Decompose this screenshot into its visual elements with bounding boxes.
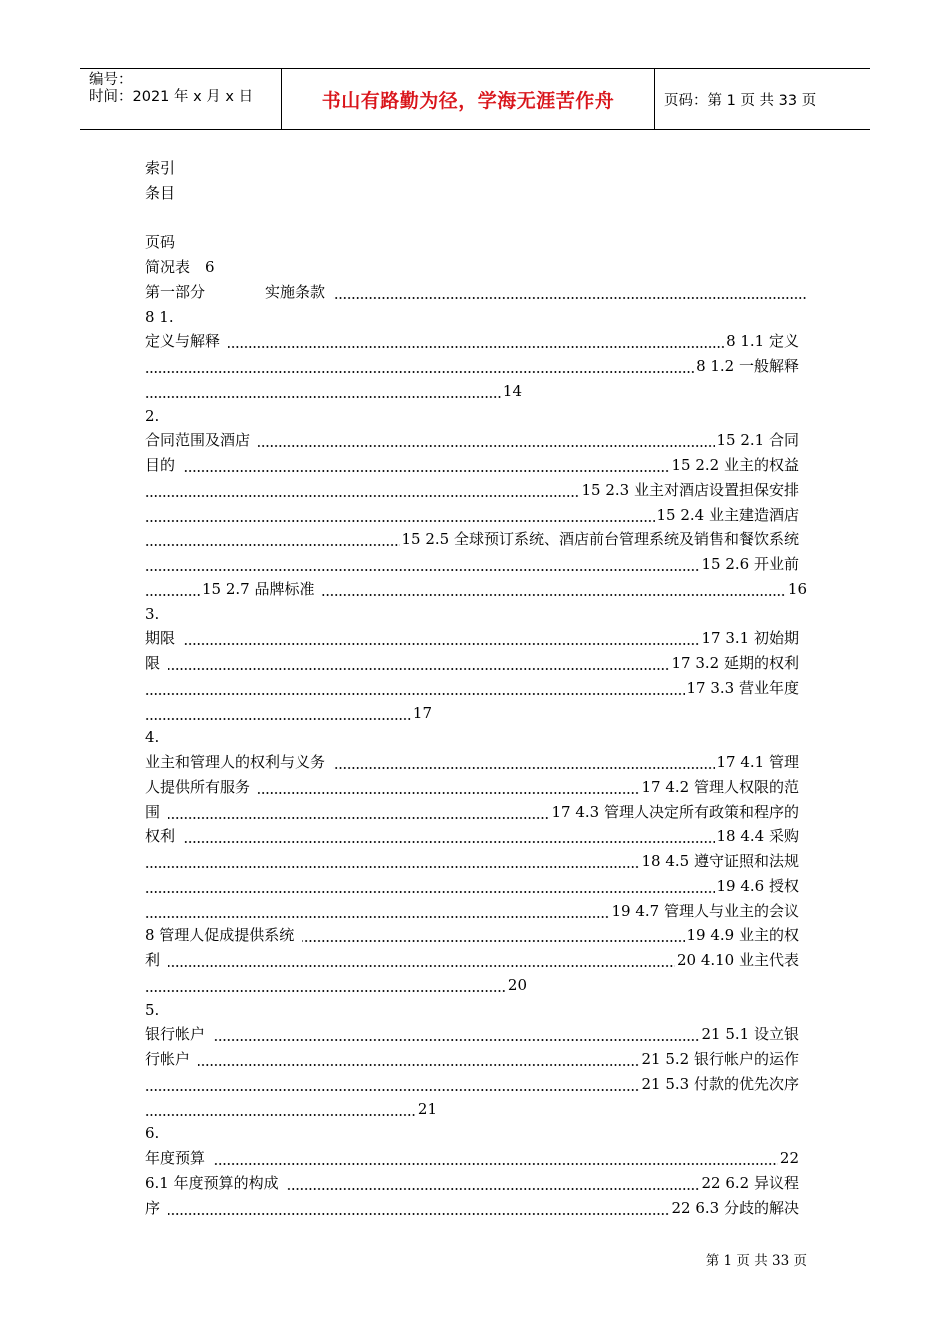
document-time-label: 时间：2021 年 x 月 x 日 (89, 89, 254, 105)
header-motto-cell (282, 69, 655, 129)
toc-entry-title: 限 (145, 652, 168, 674)
header-page-info: 页码：第 1 页 共 33 页 (664, 92, 817, 109)
toc-entry-title: 8 管理人促成提供系统 (145, 924, 302, 946)
toc-entry-ref: 17 4.1 管理 (715, 751, 807, 773)
toc-index-label: 索引 (145, 159, 176, 177)
toc-line (145, 825, 807, 847)
toc-entry-title: 简况表 6 (145, 256, 223, 278)
toc-entry-ref: 15 2.7 品牌标准 (200, 578, 322, 600)
toc-entry-title: 序 (145, 1197, 168, 1219)
toc-line (145, 281, 807, 303)
toc-entry-title: 银行帐户 (145, 1023, 213, 1045)
toc-line (145, 405, 807, 427)
toc-entry-title: 3. (145, 603, 167, 625)
toc-entry-ref: 15 2.4 业主建造酒店 (655, 504, 807, 526)
toc-line (145, 924, 807, 946)
toc-line (145, 875, 807, 897)
toc-entry-ref: 15 2.1 合同 (715, 429, 807, 451)
toc-entry-ref: 21 5.3 付款的优先次序 (640, 1073, 807, 1095)
toc-entry-title: 6. (145, 1122, 167, 1144)
toc-line (145, 1098, 445, 1120)
toc-entry-ref: 17 4.3 管理人决定所有政策和程序的 (550, 801, 807, 823)
toc-entry-title: 5. (145, 999, 167, 1021)
toc-line (145, 603, 807, 625)
toc-entry-ref: 17 (411, 702, 440, 724)
header-meta-cell (80, 69, 282, 129)
toc-entry-page: 16 (787, 579, 807, 598)
toc-entry-title: 合同范围及酒店 (145, 429, 258, 451)
toc-entry-title: 期限 (145, 627, 183, 649)
toc-entry-title: 年度预算 (145, 1147, 213, 1169)
toc-line (145, 776, 807, 798)
toc-line (145, 306, 807, 328)
toc-entry-ref: 17 3.1 初始期 (700, 627, 807, 649)
toc-line (145, 429, 807, 451)
toc-entry-ref: 15 2.3 业主对酒店设置担保安排 (580, 479, 807, 501)
toc-line (145, 380, 530, 402)
toc-entry-ref: 14 (501, 380, 530, 402)
toc-entry-ref: 19 4.9 业主的权 (685, 924, 807, 946)
toc-entry-ref: 22 (778, 1147, 807, 1169)
toc-entry-title: 目的 (145, 454, 183, 476)
toc-line (145, 726, 807, 748)
toc-entry-title: 利 (145, 949, 168, 971)
toc-line (145, 1073, 807, 1095)
toc-entry-ref: 20 4.10 业主代表 (675, 949, 807, 971)
toc-entry-title: 权利 (145, 825, 183, 847)
toc-entry-title: 8 1. (145, 306, 182, 328)
toc-page-label: 页码 (145, 233, 176, 251)
toc-entry-title: 定义与解释 (145, 330, 228, 352)
toc-line (145, 801, 807, 823)
toc-line (145, 578, 807, 600)
header-page-cell (655, 69, 870, 129)
toc-entry-ref: 17 3.3 营业年度 (685, 677, 807, 699)
toc-line (145, 652, 807, 674)
toc-line (145, 1122, 807, 1144)
toc-line (145, 1147, 807, 1169)
toc-entry-ref: 21 5.1 设立银 (700, 1023, 807, 1045)
toc-entry-ref: 22 6.3 分歧的解决 (670, 1197, 807, 1219)
header-motto: 书山有路勤为径，学海无涯苦作舟 (321, 89, 615, 112)
toc-line (145, 999, 807, 1021)
toc-line (145, 702, 440, 724)
toc-entry-title: 业主和管理人的权利与义务 (145, 751, 333, 773)
toc-entry-ref: 19 4.7 管理人与业主的会议 (610, 900, 807, 922)
toc-line (145, 330, 807, 352)
toc-line (145, 1048, 807, 1070)
toc-line (145, 454, 807, 476)
toc-line (145, 850, 807, 872)
toc-entry-ref: 22 6.2 异议程 (700, 1172, 807, 1194)
toc-entry-title: 围 (145, 801, 168, 823)
toc-line (145, 355, 807, 377)
toc-line (145, 1197, 807, 1219)
toc-line (145, 751, 807, 773)
toc-entry-ref: 20 (506, 974, 535, 996)
toc-entry-title: 人提供所有服务 (145, 776, 258, 798)
toc-line (145, 677, 807, 699)
toc-entry-ref: 15 2.6 开业前 (700, 553, 807, 575)
toc-entry-title: 6.1 年度预算的构成 (145, 1172, 287, 1194)
toc-entry-title: 2. (145, 405, 167, 427)
toc-line (145, 1023, 807, 1045)
toc-entry-ref: 21 (416, 1098, 445, 1120)
toc-entry-ref: 18 4.4 采购 (715, 825, 807, 847)
toc-entry-ref: 19 4.6 授权 (715, 875, 807, 897)
toc-entry-ref: 8 1.2 一般解释 (694, 355, 807, 377)
page-header (80, 68, 870, 130)
toc-line (145, 528, 807, 550)
toc-line (145, 974, 535, 996)
toc-line (145, 504, 807, 526)
toc-entry-title: 4. (145, 726, 167, 748)
toc-line (145, 949, 807, 971)
toc-entry-ref: 15 2.5 全球预订系统、酒店前台管理系统及销售和餐饮系统 (400, 528, 807, 550)
toc-entry-ref: 17 4.2 管理人权限的范 (640, 776, 807, 798)
toc-line (145, 627, 807, 649)
toc-entry-ref: 17 3.2 延期的权利 (670, 652, 807, 674)
toc-line (145, 1172, 807, 1194)
toc-line (145, 900, 807, 922)
page-footer: 第 1 页 共 33 页 (705, 1253, 807, 1269)
toc-entry-ref: 8 1.1 定义 (724, 330, 807, 352)
toc-line (145, 553, 807, 575)
toc-line (145, 256, 807, 278)
document-number-label: 编号： (89, 72, 133, 88)
toc-line (145, 479, 807, 501)
toc-entry-ref: 15 2.2 业主的权益 (670, 454, 807, 476)
toc-entry-ref: 18 4.5 遵守证照和法规 (640, 850, 807, 872)
toc-entry-title: 第一部分 实施条款 (145, 281, 333, 303)
toc-entry-title: 行帐户 (145, 1048, 198, 1070)
toc-entry-ref: 21 5.2 银行帐户的运作 (640, 1048, 807, 1070)
toc-item-label: 条目 (145, 184, 176, 202)
